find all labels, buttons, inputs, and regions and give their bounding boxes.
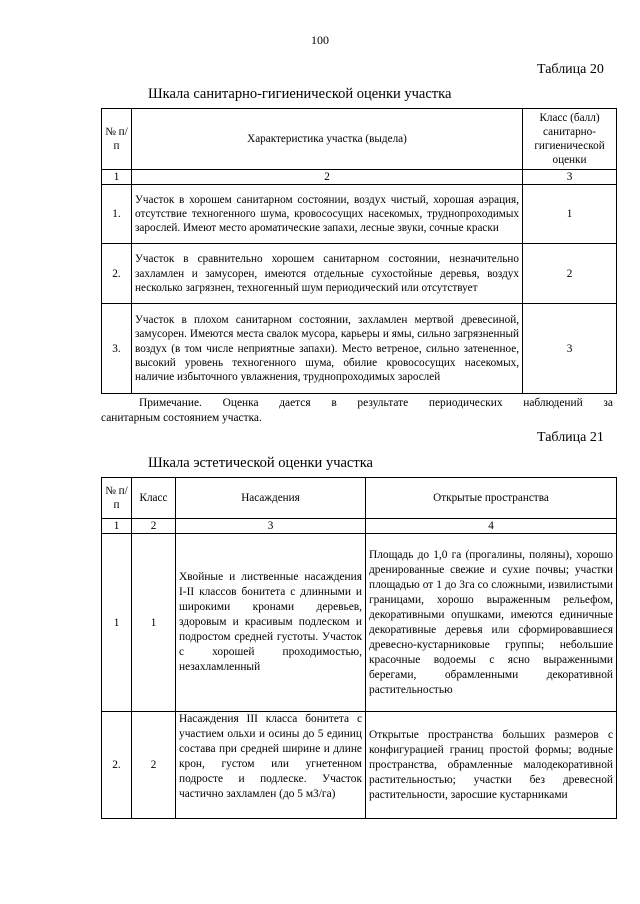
t21-colnum: 4 bbox=[366, 519, 617, 534]
table-20-title: Шкала санитарно-гигиенической оценки участка bbox=[148, 86, 452, 102]
t21-row-class: 1 bbox=[132, 534, 176, 712]
t21-row-stands: Насаждения III класса бонитета с участием ольхи и осины до 5 единиц состава при средней ширине и длине крон, густом или угнетенном подросте и подлеске. Участок частично захламлен (до 5 м3/га) bbox=[176, 712, 366, 819]
table-row bbox=[102, 244, 617, 304]
table-row bbox=[102, 712, 617, 819]
t21-colnum: 2 bbox=[132, 519, 176, 534]
t20-row-num: 1. bbox=[102, 185, 132, 244]
t21-row-stands: Хвойные и лиственные насаждения I-II классов бонитета с длинными и широкими кронами деревьев, здоровым и красивым подлеском и подростом средней густоты. Участок с хорошей проходимостью, незахламленный bbox=[176, 534, 366, 712]
t21-row-class: 2 bbox=[132, 712, 176, 819]
table-21-label: Таблица 21 bbox=[537, 430, 604, 445]
table-row bbox=[102, 304, 617, 394]
t20-header-characteristic: Характеристика участка (выдела) bbox=[132, 109, 523, 170]
t21-header-stands: Насаждения bbox=[176, 478, 366, 519]
t21-row-open: Открытые пространства больших размеров с конфигурацией границ простой формы; водные пространства, обрамленные малодекоративной растительностью; участки без древесной растительности, заросшие кустарниками bbox=[366, 712, 617, 819]
t20-row-score: 3 bbox=[523, 304, 617, 394]
page-number: 100 bbox=[311, 33, 329, 47]
t20-row-text: Участок в сравнительно хорошем санитарном состоянии, незначительно захламлен и замусорен, имеются отдельные сухостойные деревья, воздух несколько загрязнен, техногенный шум периодический или отсутствует bbox=[132, 244, 523, 304]
t21-header-open: Открытые пространства bbox=[366, 478, 617, 519]
t20-row-num: 2. bbox=[102, 244, 132, 304]
table-21 bbox=[101, 477, 617, 819]
t20-row-text: Участок в хорошем санитарном состоянии, воздух чистый, хорошая аэрация, отсутствие техногенного шума, кровососущих насекомых, труднопроходимых зарослей. Имеют место ароматические запахи, лесные звуки, сочные краски bbox=[132, 185, 523, 244]
t20-row-score: 1 bbox=[523, 185, 617, 244]
table-row bbox=[102, 534, 617, 712]
t20-row-score: 2 bbox=[523, 244, 617, 304]
t21-row-num: 1 bbox=[102, 534, 132, 712]
t20-row-num: 3. bbox=[102, 304, 132, 394]
table-20-label: Таблица 20 bbox=[537, 62, 604, 77]
t20-row-text: Участок в плохом санитарном состоянии, захламлен мертвой древесиной, замусорен. Имеются места свалок мусора, карьеры и ямы, сильно загрязненный воздух (в том числе неприятные запахи). Место ветреное, сильно затененное, высокий уровень техногенного шума, обилие кровососущих насекомых, наличие избыточного увлажнения, труднопроходимых зарослей bbox=[132, 304, 523, 394]
t21-header-class: Класс bbox=[132, 478, 176, 519]
t20-header-class: Класс (балл) санитарно-гигиенической оценки bbox=[523, 109, 617, 170]
t21-colnum: 3 bbox=[176, 519, 366, 534]
note-line: санитарным состоянием участка. bbox=[101, 412, 262, 424]
t20-colnum: 2 bbox=[132, 170, 523, 185]
t20-colnum: 1 bbox=[102, 170, 132, 185]
table-21-title: Шкала эстетической оценки участка bbox=[148, 455, 373, 471]
t20-colnum: 3 bbox=[523, 170, 617, 185]
t21-header-num: № п/п bbox=[102, 478, 132, 519]
note-line: Примечание. Оценка дается в результате периодических наблюдений за bbox=[139, 397, 613, 409]
table-row bbox=[102, 185, 617, 244]
t21-row-open: Площадь до 1,0 га (прогалины, поляны), хорошо дренированные свежие и сухие почвы; участки площадью от 1 до 3га со сложными, извилистыми границами, хорошо выраженным рельефом, декоративными опушками, имеются единичные декоративные деревья или сформировавшиеся древесно-кустарниковые группы; небольшие красочные водоемы с ясно выраженными берегами, обрамленными декоративной растительностью bbox=[366, 534, 617, 712]
table-20-note bbox=[101, 396, 613, 426]
t21-row-num: 2. bbox=[102, 712, 132, 819]
t20-header-num: № п/п bbox=[102, 109, 132, 170]
t21-colnum: 1 bbox=[102, 519, 132, 534]
table-20 bbox=[101, 108, 617, 394]
